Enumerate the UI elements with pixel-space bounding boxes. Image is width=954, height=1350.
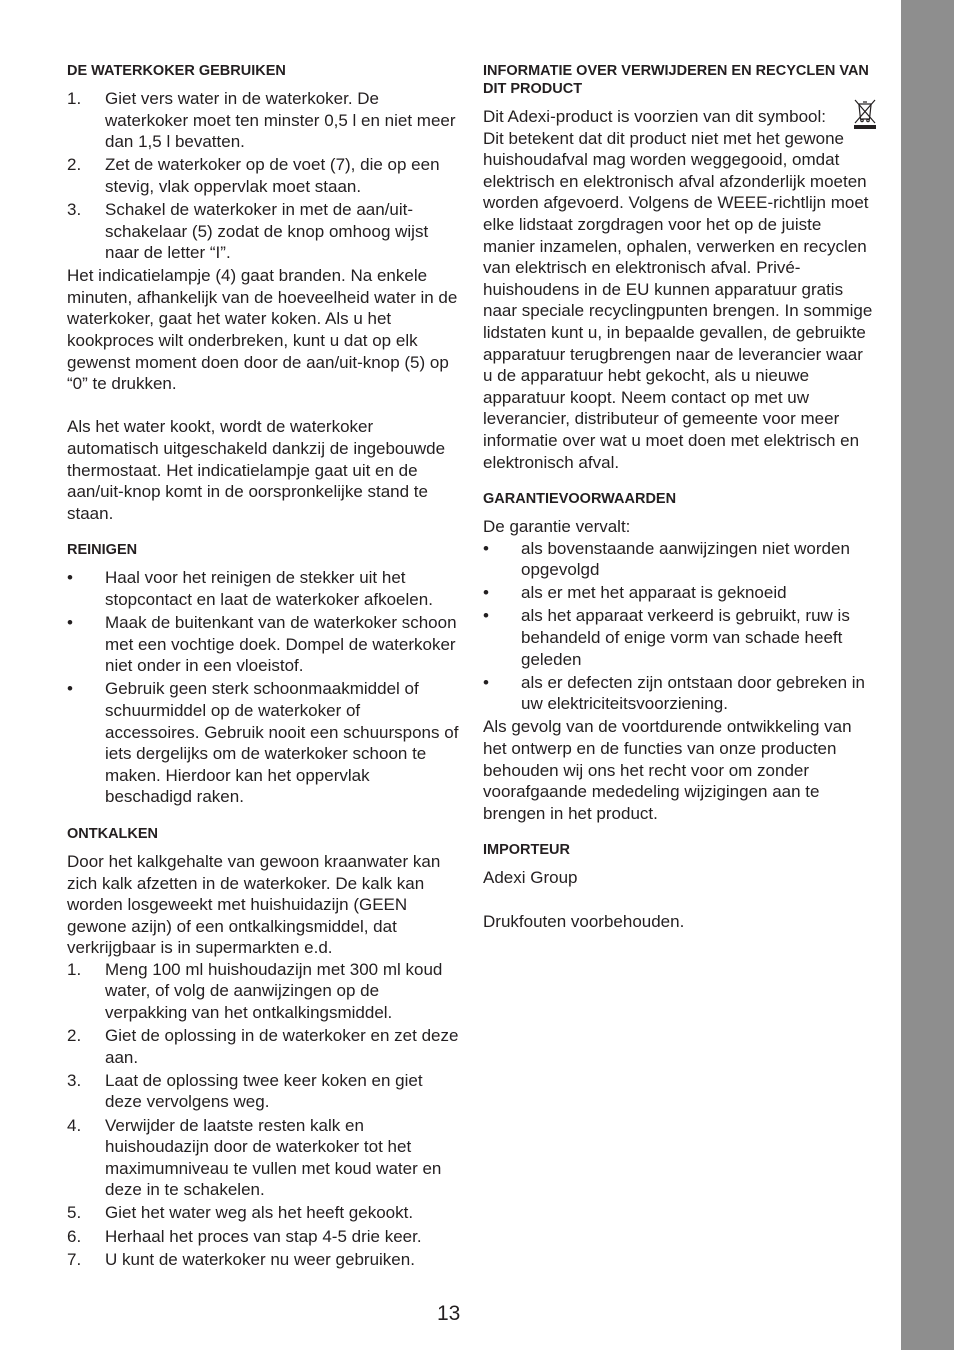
- list-item: • Gebruik geen sterk schoonmaakmiddel of schuurmiddel op de waterkoker of accessoires. Gebruik nooit een schuurspons of iets dergelijks om de waterkoker schoon te maken. Hierdoor kan het oppervlak beschadigd raken.: [67, 679, 459, 807]
- warranty-outro: Als gevolg van de voortdurende ontwikkeling van het ontwerp en de functies van onze producten behouden wij ons het recht voor om zonder voorafgaande mededeling wijzigingen aan te brengen in het product.: [483, 717, 852, 823]
- section-importer: [483, 841, 875, 932]
- list-item: 7. U kunt de waterkoker nu weer gebruiken.: [67, 1249, 415, 1269]
- list-item: 5. Giet het water weg als het heeft gekookt.: [67, 1203, 414, 1223]
- list-item: 3. Schakel de waterkoker in met de aan/uit-schakelaar (5) zodat de knop omhoog wijst naar de letter “I”.: [67, 199, 429, 263]
- list-item: 4. Verwijder de laatste resten kalk en huishoudazijn door de waterkoker tot het maximumniveau te vullen met koud water en deze in te schakelen.: [67, 1115, 442, 1200]
- section-warranty: [483, 490, 875, 824]
- heading-use: DE WATERKOKER GEBRUIKEN: [67, 63, 286, 79]
- descaling-steps: [67, 959, 459, 1270]
- heading-descaling: ONTKALKEN: [67, 825, 159, 842]
- heading-disposal: INFORMATIE OVER VERWIJDEREN EN RECYCLEN VAN DIT PRODUCT: [483, 63, 869, 97]
- warranty-intro: De garantie vervalt:: [483, 517, 631, 537]
- weee-crossed-bin-icon: [853, 98, 877, 130]
- section-use: [67, 62, 459, 524]
- list-item: • als er met het apparaat is geknoeid: [483, 583, 787, 603]
- list-item: 3. Laat de oplossing twee keer koken en giet deze vervolgens weg.: [67, 1070, 423, 1112]
- importer-name: Adexi Group: [483, 868, 578, 888]
- list-item: 1. Giet vers water in de waterkoker. De waterkoker moet ten minster 0,5 l en niet meer dan 1,5 l bevatten.: [67, 89, 456, 152]
- heading-importer: IMPORTEUR: [483, 842, 570, 859]
- list-item: 1. Meng 100 ml huishoudazijn met 300 ml koud water, of volg de aanwijzingen op de verpakking van het ontkalkingsmiddel.: [67, 959, 443, 1023]
- list-item: • Haal voor het reinigen de stekker uit het stopcontact en laat de waterkoker afkoelen.: [67, 568, 433, 609]
- list-item: • Maak de buitenkant van de waterkoker schoon met een vochtige doek. Dompel de waterkoker niet onder in een vloeistof.: [67, 613, 457, 676]
- use-steps: [67, 88, 459, 264]
- list-item: • als het apparaat verkeerd is gebruikt, ruw is behandeld of enige vorm van schade heeft geleden: [483, 606, 850, 669]
- heading-warranty: GARANTIEVOORWAARDEN: [483, 491, 677, 508]
- list-item: 6. Herhaal het proces van stap 4-5 drie keer.: [67, 1226, 422, 1246]
- warranty-list: [483, 538, 875, 715]
- left-column: [67, 62, 459, 1287]
- right-column: [483, 62, 875, 949]
- page-edge-tab: [901, 0, 954, 1350]
- list-item: • als er defecten zijn ontstaan door gebreken in uw elektriciteitsvoorziening.: [483, 672, 866, 714]
- disposal-symbol-line: Dit Adexi-product is voorzien van dit symbool:: [483, 106, 875, 128]
- use-paragraph-1: Het indicatielampje (4) gaat branden. Na enkele minuten, afhankelijk van de hoeveelheid water in de waterkoker, gaat het water koken. Als u het kookproces wilt onderbreken, kunt u dat op elk gewenst moment doen door de aan/uit-knop (5) op “0” te drukken.: [67, 266, 458, 394]
- list-item: • als bovenstaande aanwijzingen niet worden opgevolgd: [483, 538, 850, 580]
- page-number: 13: [437, 1302, 461, 1325]
- section-cleaning: [67, 541, 459, 808]
- section-disposal: [483, 62, 875, 473]
- use-paragraph-2: Als het water kookt, wordt de waterkoker automatisch uitgeschakeld dankzij de ingebouwde thermostaat. Het indicatielampje gaat uit en de aan/uit-knop komt in de oorspronkelijke stand te staan.: [67, 417, 446, 523]
- list-item: 2. Zet de waterkoker op de voet (7), die op een stevig, vlak oppervlak moet staan.: [67, 155, 440, 196]
- printing-errors-note: Drukfouten voorbehouden.: [483, 911, 685, 931]
- descaling-intro: Door het kalkgehalte van gewoon kraanwater kan zich kalk afzetten in de waterkoker. De kalk kan worden losgeweekt met huishuidazijn (GEEN gewone azijn) of een ontkalkingsmiddel, dat verkrijgbaar is in supermarkten e.d.: [67, 851, 441, 958]
- list-item: 2. Giet de oplossing in de waterkoker en zet deze aan.: [67, 1026, 459, 1067]
- heading-cleaning: REINIGEN: [67, 542, 138, 559]
- section-descaling: [67, 825, 459, 1270]
- cleaning-list: [67, 567, 459, 808]
- disposal-body: Dit betekent dat dit product niet met het gewone huishoudafval mag worden weggegooid, omdat elektrisch en elektronisch afval afzonderlijk moeten worden afgevoerd. Volgens de WEEE-richtlijn moet elke lidstaat zorgdragen voor het op de juiste manier inzamelen, ophalen, verwerken en recyclen van elektrisch en elektronisch afval. Privé-huishoudens in de EU kunnen apparatuur gratis naar speciale recyclingpunten brengen. In sommige lidstaten kunt u, in bepaalde gevallen, de gebruikte apparatuur terugbrengen naar de leverancier waar u de apparatuur hebt gekocht, als u nieuwe apparatuur koopt. Neem contact op met uw leverancier, distributeur of gemeente voor meer informatie over wat u moet doen met elektrisch en elektronisch afval.: [483, 128, 873, 472]
